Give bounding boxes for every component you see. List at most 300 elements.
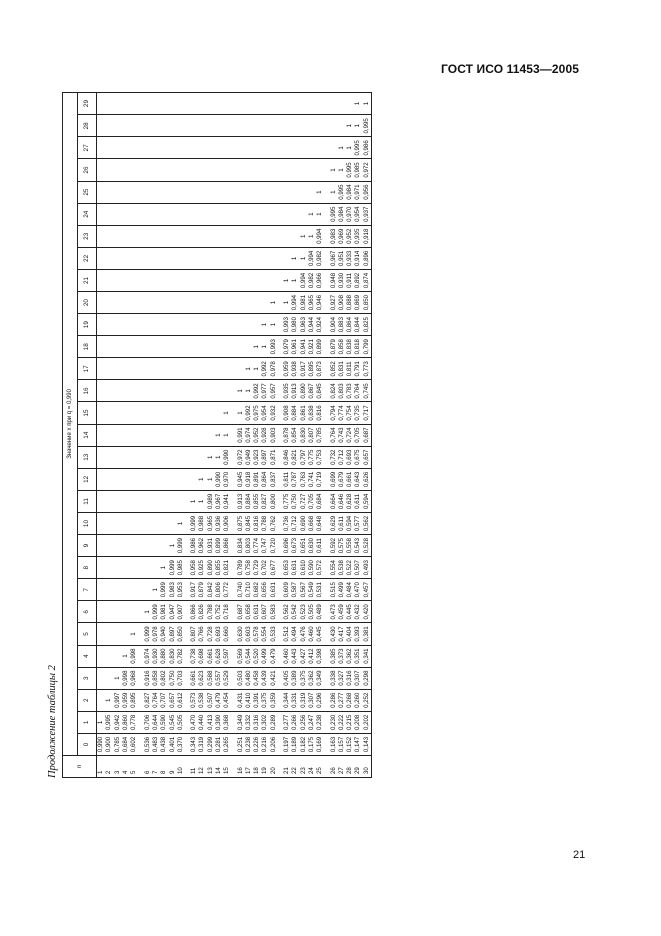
table-cell: 0,983	[324, 225, 337, 247]
table-cell: 0,391	[253, 689, 261, 711]
table-cell: 1	[338, 137, 346, 159]
column-header: 29	[78, 92, 97, 115]
table-cell: 0,998	[130, 645, 138, 667]
table-cell: 1	[291, 247, 299, 269]
table-cell	[130, 181, 138, 203]
table-cell	[278, 92, 291, 115]
table-cell	[215, 269, 223, 291]
table-cell	[105, 535, 113, 557]
table-cell: 0,845	[245, 512, 253, 534]
table-cell: 0,750	[168, 667, 176, 689]
table-cell	[338, 115, 346, 137]
table-cell	[130, 225, 138, 247]
table-cell: 0,332	[245, 711, 253, 733]
table-cell: 1	[207, 468, 215, 490]
table-cell	[152, 535, 160, 557]
row-n-cell: 21	[278, 756, 291, 778]
table-cell	[177, 292, 185, 314]
table-cell: 0,628	[215, 645, 223, 667]
table-cell	[130, 468, 138, 490]
table-cell	[160, 512, 168, 534]
column-header: 26	[78, 159, 97, 181]
table-cell	[261, 159, 269, 181]
table-cell: 0,569	[231, 645, 244, 667]
table-cell: 0,542	[291, 601, 299, 623]
table-cell	[122, 623, 130, 645]
table-cell: 0,375	[261, 689, 269, 711]
table-cell	[97, 667, 106, 689]
table-cell	[245, 225, 253, 247]
table-cell: 0,803	[338, 380, 346, 402]
table-cell	[160, 137, 168, 159]
table-cell: 0,775	[278, 490, 291, 512]
table-cell	[138, 92, 151, 115]
table-cell	[278, 181, 291, 203]
table-cell: 0,208	[354, 711, 362, 733]
table-cell	[168, 137, 176, 159]
table-cell	[152, 314, 160, 336]
table-cell	[114, 115, 122, 137]
table-cell: 0,873	[316, 358, 324, 380]
table-cell	[152, 490, 160, 512]
table-cell	[114, 92, 122, 115]
table-cell: 0,545	[168, 711, 176, 733]
table-cell: 0,430	[324, 623, 337, 645]
table-cell	[177, 137, 185, 159]
table-cell	[231, 358, 244, 380]
table-cell: 1	[130, 623, 138, 645]
table-cell: 1	[223, 402, 231, 424]
table-cell: 0,890	[207, 557, 215, 579]
table-cell: 0,850	[363, 292, 372, 314]
table-cell: 0,936	[215, 512, 223, 534]
table-cell	[207, 380, 215, 402]
table-cell: 0,858	[152, 667, 160, 689]
table-cell: 0,684	[122, 733, 130, 755]
table-cell: 0,720	[270, 535, 278, 557]
table-cell: 0,718	[223, 601, 231, 623]
table-cell: 0,536	[138, 733, 151, 755]
table-cell: 0,611	[316, 535, 324, 557]
table-cell: 0,675	[354, 446, 362, 468]
table-cell: 0,710	[245, 579, 253, 601]
table-cell: 0,459	[338, 601, 346, 623]
table-cell: 0,163	[324, 733, 337, 755]
table-cell	[223, 380, 231, 402]
table-cell: 0,911	[346, 269, 354, 291]
row-n-cell: 5	[130, 756, 138, 778]
table-cell: 1	[324, 181, 337, 203]
table-cell: 0,696	[278, 535, 291, 557]
table-cell: 0,443	[291, 645, 299, 667]
table-cell: 0,693	[346, 446, 354, 468]
table-cell: 0,658	[245, 601, 253, 623]
table-cell	[245, 203, 253, 225]
table-cell	[130, 424, 138, 446]
table-cell: 0,251	[231, 733, 244, 755]
table-cell	[338, 92, 346, 115]
table-cell	[168, 380, 176, 402]
table-cell: 0,226	[253, 733, 261, 755]
table-cell: 1	[152, 579, 160, 601]
table-cell	[160, 468, 168, 490]
table-cell: 0,866	[185, 601, 198, 623]
table-cell	[270, 203, 278, 225]
table-cell	[168, 314, 176, 336]
table-cell: 0,420	[363, 601, 372, 623]
table-cell	[245, 181, 253, 203]
table-cell: 0,265	[223, 733, 231, 755]
table-cell	[114, 336, 122, 358]
table-cell: 0,978	[270, 358, 278, 380]
row-n-cell: 17	[245, 756, 253, 778]
table-cell	[223, 137, 231, 159]
table-cell	[105, 579, 113, 601]
table-cell	[138, 269, 151, 291]
table-cell	[185, 314, 198, 336]
table-row	[245, 92, 253, 777]
table-cell: 0,479	[215, 689, 223, 711]
table-cell	[97, 424, 106, 446]
table-cell	[130, 92, 138, 115]
table-cell	[97, 689, 106, 711]
table-cell	[185, 203, 198, 225]
column-header: 0	[78, 733, 97, 755]
table-cell	[231, 159, 244, 181]
table-cell	[168, 92, 176, 115]
table-cell	[215, 247, 223, 269]
table-cell: 0,522	[346, 557, 354, 579]
table-cell: 1	[270, 292, 278, 314]
table-cell: 0,918	[245, 468, 253, 490]
table-cell: 0,978	[152, 623, 160, 645]
table-row	[253, 92, 261, 777]
table-cell: 0,470	[185, 711, 198, 733]
table-cell	[114, 468, 122, 490]
table-cell: 1	[291, 269, 299, 291]
row-n-cell: 24	[308, 756, 316, 778]
table-cell: 0,157	[338, 733, 346, 755]
document-header: ГОСТ ИСО 11453—2005	[441, 62, 579, 76]
table-cell: 0,515	[324, 579, 337, 601]
table-cell: 1	[223, 424, 231, 446]
table-cell: 0,631	[291, 557, 299, 579]
table-cell: 0,343	[185, 733, 198, 755]
table-cell	[185, 336, 198, 358]
table-row	[152, 92, 160, 777]
table-cell	[198, 137, 206, 159]
row-n-cell: 11	[185, 756, 198, 778]
table-cell: 0,999	[168, 557, 176, 579]
table-cell: 0,660	[223, 623, 231, 645]
table-cell	[168, 203, 176, 225]
table-cell	[105, 92, 113, 115]
column-header: 2	[78, 689, 97, 711]
table-cell: 1	[346, 115, 354, 137]
table-cell	[105, 446, 113, 468]
table-cell: 0,821	[223, 557, 231, 579]
table-cell	[223, 247, 231, 269]
table-cell	[122, 490, 130, 512]
table-cell: 0,878	[278, 424, 291, 446]
table-row	[291, 92, 299, 777]
table-cell: 0,558	[346, 535, 354, 557]
table-cell: 0,998	[122, 667, 130, 689]
table-cell: 0,572	[316, 557, 324, 579]
table-cell: 0,937	[363, 203, 372, 225]
table-cell	[177, 269, 185, 291]
table-cell: 1	[300, 247, 308, 269]
table-cell	[105, 623, 113, 645]
table-cell	[270, 137, 278, 159]
table-cell: 0,373	[338, 645, 346, 667]
table-cell: 0,949	[245, 446, 253, 468]
table-cell: 0,651	[300, 535, 308, 557]
table-cell: 0,900	[105, 733, 113, 755]
table-cell: 0,864	[346, 314, 354, 336]
table-cell: 0,661	[346, 468, 354, 490]
table-cell	[198, 269, 206, 291]
table-cell: 0,277	[278, 711, 291, 733]
table-cell: 0,493	[363, 557, 372, 579]
table-cell: 0,904	[324, 314, 337, 336]
table-cell: 0,507	[354, 557, 362, 579]
table-cell	[207, 358, 215, 380]
table-cell: 0,631	[270, 579, 278, 601]
row-n-cell: 10	[177, 756, 185, 778]
table-cell	[122, 535, 130, 557]
table-cell	[114, 402, 122, 424]
table-cell: 1	[215, 446, 223, 468]
table-cell: 0,703	[177, 667, 185, 689]
table-cell	[278, 225, 291, 247]
table-caption: Продолжение таблицы 2	[47, 665, 58, 778]
table-cell: 0,855	[253, 490, 261, 512]
table-cell: 0,385	[324, 645, 337, 667]
table-cell	[105, 336, 113, 358]
table-cell: 0,875	[231, 512, 244, 534]
table-cell: 0,319	[300, 689, 308, 711]
table-cell	[97, 601, 106, 623]
table-cell	[138, 358, 151, 380]
table-cell	[308, 181, 316, 203]
table-cell	[177, 358, 185, 380]
table-cell: 0,252	[363, 689, 372, 711]
table-cell	[122, 225, 130, 247]
table-cell: 1	[215, 424, 223, 446]
table-cell: 0,503	[231, 667, 244, 689]
table-cell: 0,961	[291, 336, 299, 358]
table-cell: 0,740	[231, 579, 244, 601]
table-cell: 0,590	[308, 557, 316, 579]
table-cell	[152, 137, 160, 159]
table-cell	[231, 203, 244, 225]
table-cell: 0,999	[177, 535, 185, 557]
table-cell: 0,230	[324, 711, 337, 733]
table-cell: 0,965	[207, 512, 215, 534]
table-cell: 0,690	[300, 512, 308, 534]
table-cell: 0,747	[261, 535, 269, 557]
table-cell	[97, 557, 106, 579]
table-cell: 0,687	[363, 424, 372, 446]
table-cell: 0,202	[363, 711, 372, 733]
table-cell: 0,995	[105, 711, 113, 733]
column-header: 11	[78, 490, 97, 512]
table-cell	[207, 424, 215, 446]
table-cell	[97, 181, 106, 203]
table-cell	[160, 92, 168, 115]
table-cell: 0,888	[346, 292, 354, 314]
table-cell	[138, 225, 151, 247]
column-header: 3	[78, 667, 97, 689]
table-cell	[207, 225, 215, 247]
table-cell	[114, 159, 122, 181]
table-cell: 0,778	[130, 711, 138, 733]
table-cell: 0,368	[223, 711, 231, 733]
table-cell	[270, 269, 278, 291]
table-cell: 0,646	[338, 490, 346, 512]
table-cell: 0,454	[223, 689, 231, 711]
table-cell: 0,958	[185, 557, 198, 579]
table-cell: 0,933	[346, 247, 354, 269]
table-cell	[231, 247, 244, 269]
row-n-cell: 18	[253, 756, 261, 778]
table-cell	[324, 137, 337, 159]
table-cell: 0,528	[363, 535, 372, 557]
table-cell	[160, 203, 168, 225]
table-cell: 0,879	[198, 579, 206, 601]
table-cell	[185, 137, 198, 159]
table-cell	[177, 203, 185, 225]
table-cell: 1	[168, 535, 176, 557]
row-n-cell: 22	[291, 756, 299, 778]
table-cell: 0,927	[324, 292, 337, 314]
table-cell	[215, 314, 223, 336]
table-cell	[198, 314, 206, 336]
table-cell: 0,684	[316, 490, 324, 512]
table-cell	[114, 269, 122, 291]
table-cell	[253, 115, 261, 137]
table-cell: 0,607	[261, 601, 269, 623]
table-cell: 0,975	[253, 402, 261, 424]
table-cell	[324, 115, 337, 137]
table-row	[316, 92, 324, 777]
table-cell	[198, 225, 206, 247]
table-cell: 0,732	[324, 446, 337, 468]
table-cell	[130, 601, 138, 623]
table-cell: 0,707	[160, 689, 168, 711]
table-cell	[122, 512, 130, 534]
table-cell	[168, 358, 176, 380]
table-cell: 0,505	[177, 711, 185, 733]
table-cell: 0,864	[261, 468, 269, 490]
table-cell	[105, 225, 113, 247]
table-cell: 0,803	[245, 535, 253, 557]
table-cell: 0,997	[114, 689, 122, 711]
table-cell: 0,349	[316, 667, 324, 689]
row-n-cell: 16	[231, 756, 244, 778]
table-cell: 0,612	[177, 689, 185, 711]
table-cell: 0,705	[308, 490, 316, 512]
table-cell: 0,931	[207, 535, 215, 557]
table-cell	[105, 512, 113, 534]
table-cell	[223, 181, 231, 203]
table-cell	[138, 446, 151, 468]
table-cell	[198, 115, 206, 137]
column-header: 5	[78, 623, 97, 645]
table-cell: 0,256	[300, 711, 308, 733]
table-cell: 0,763	[300, 468, 308, 490]
table-cell	[114, 512, 122, 534]
table-cell: 0,884	[291, 402, 299, 424]
table-cell: 0,712	[338, 446, 346, 468]
table-cell: 0,351	[354, 645, 362, 667]
table-cell	[97, 159, 106, 181]
table-cell: 0,764	[354, 380, 362, 402]
table-cell	[207, 92, 215, 115]
table-cell: 0,169	[316, 733, 324, 755]
table-cell: 0,439	[261, 667, 269, 689]
table-cell	[130, 292, 138, 314]
table-cell: 0,754	[346, 402, 354, 424]
table-cell: 0,807	[308, 424, 316, 446]
table-cell	[261, 247, 269, 269]
table-cell: 0,783	[346, 380, 354, 402]
table-cell: 0,928	[261, 424, 269, 446]
table-cell	[105, 601, 113, 623]
table-cell	[177, 424, 185, 446]
table-cell	[231, 225, 244, 247]
table-cell: 1	[278, 292, 291, 314]
table-cell: 0,974	[138, 645, 151, 667]
table-cell	[152, 468, 160, 490]
table-cell: 0,554	[324, 557, 337, 579]
table-cell	[270, 181, 278, 203]
table-cell: 0,631	[253, 601, 261, 623]
table-cell: 0,727	[300, 490, 308, 512]
table-cell: 0,719	[316, 468, 324, 490]
table-cell	[223, 92, 231, 115]
table-cell: 1	[245, 380, 253, 402]
table-cell	[122, 601, 130, 623]
table-row	[324, 92, 337, 777]
table-cell	[316, 159, 324, 181]
table-cell	[105, 181, 113, 203]
table-cell: 0,824	[324, 380, 337, 402]
table-cell: 0,993	[270, 336, 278, 358]
table-cell: 1	[231, 402, 244, 424]
table-cell: 0,861	[300, 402, 308, 424]
table-cell: 0,952	[346, 225, 354, 247]
table-cell	[207, 137, 215, 159]
table-cell: 0,782	[177, 645, 185, 667]
table-cell: 0,992	[245, 402, 253, 424]
table-cell: 0,883	[338, 314, 346, 336]
table-cell	[97, 358, 106, 380]
table-cell	[114, 446, 122, 468]
table-cell: 0,923	[253, 446, 261, 468]
row-n-cell: 13	[207, 756, 215, 778]
table-cell: 0,990	[97, 733, 106, 755]
table-cell: 0,860	[122, 711, 130, 733]
table-cell	[185, 468, 198, 490]
row-n-cell: 14	[215, 756, 223, 778]
table-cell	[231, 137, 244, 159]
row-n-cell: 23	[300, 756, 308, 778]
table-cell: 0,298	[363, 667, 372, 689]
table-cell	[198, 247, 206, 269]
table-cell	[160, 446, 168, 468]
